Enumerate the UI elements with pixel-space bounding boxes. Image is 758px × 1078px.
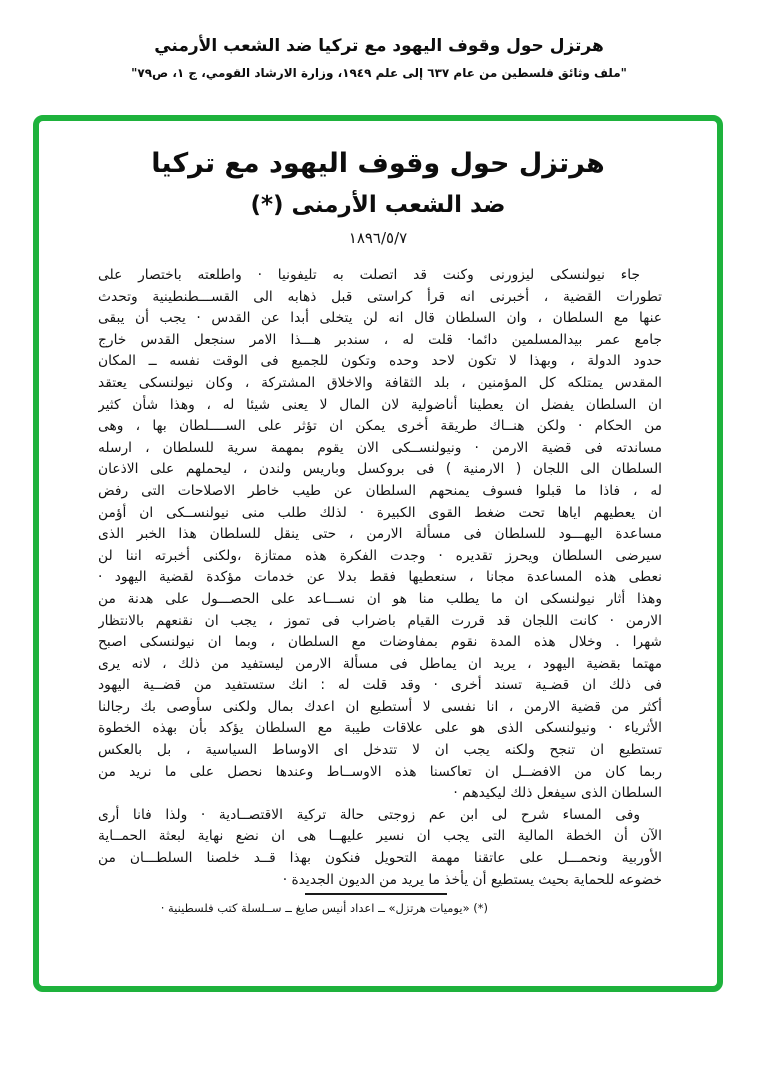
- doc-date: ١٨٩٦/٥/٧: [348, 229, 408, 247]
- body-line: جامع عمر بيدالمسلمين دائما· قلت له ، سندبر هـــذا الامر سنجعل القدس خارج: [98, 331, 662, 348]
- body-line: ان السلطان يفضل ان يعطينا أناضولية لان المال لا يعنى شيئا له ، وهذا شأن كثير: [98, 396, 662, 413]
- body-line: مهتما بقضية اليهود ، يريد ان يماطل فى مسألة الارمن ليستفيد من ذلك ، لانه يرى: [98, 655, 662, 672]
- body-line: له ، فاذا ما قبلوا فسوف يمنحهم السلطان عن طيب خاطر الاصلاحات التى رفض: [98, 482, 662, 499]
- body-line: وهذا أثار نيولنسكى ان ما يطلب منا هو ان نســـاعد على الحصـــول على هدنة من: [98, 590, 662, 607]
- body-line: شهرا . وخلال هذه المدة نقوم بمفاوضات مع السلطان ، وبما ان نيولنسكى اصبح: [98, 634, 662, 651]
- body-line: الارمن · كانت اللجان قد قررت القيام باضراب فى تموز ، يجب ان نقنعهم بالانتظار: [98, 612, 662, 629]
- doc-body-text: [98, 265, 662, 891]
- body-line: تطورات القضية ، أخبرنى انه قرأ كراستى قبل ذهابه الى القســـطنطينية وتحدث: [98, 288, 662, 305]
- body-line: أكثر من قضية الارمن ، انا نفسى لا أستطيع ان اعدك بمال ولكنى سأوصى بك رجالنا: [98, 698, 662, 715]
- body-line: حدود الدولة ، وبهذا لا تكون لاحد وحده وتكون للجميع فى الوقت نفسه ــ المكان: [98, 353, 662, 370]
- document-frame: [33, 115, 723, 992]
- body-line: عنها مع السلطان ، وان السلطان قال انه لن يتخلى أبدا عن القدس · يجب أن يبقى: [98, 310, 662, 327]
- body-line: من الحكام · ولكن هنــاك طريقة أخرى يمكن ان تؤثر على الســــلطان بها ، وهى: [98, 418, 662, 435]
- header-title: هرتزل حول وقوف اليهود مع تركيا ضد الشعب الأرمني: [154, 36, 604, 56]
- body-line: وفى المساء شرح لى ابن عم زوجتى حالة تركية الاقتصــادية · ولذا فانا أرى: [98, 806, 640, 823]
- footnote: (*) «يوميات هرتزل» ــ اعداد أنيس صايغ ــ ســلسلة كتب فلسطينية ·: [160, 901, 488, 915]
- body-line: الأثرياء · ونيولنسكى الذى هو على علاقات طيبة مع السلطان يؤكد بأن بهذه الخطوة: [98, 720, 662, 737]
- body-line: ان يعطيهم اياها تحت ضغط القوى الكبيرة · لذلك طلب منى نيولنســكى ان أؤمن: [98, 504, 662, 521]
- body-line: مساعدة اليهـــود للسلطان فى مسألة الارمن ، حتى ينقل للسلطان هذا الخبر الذى: [98, 526, 662, 543]
- body-line: الآن أن الخطة المالية التى يجب ان نسير عليهــا هى ان نضع نهاية لبعثة الحمــاية: [98, 828, 662, 845]
- body-line: سيرضى السلطان ويحرز تقديره · وجدت الفكرة هذه ممتازة ،ولكنى أخبرته اننا لن: [98, 547, 662, 564]
- doc-title-line2: ضد الشعب الأرمنى (*): [250, 192, 506, 218]
- header-source-citation: "ملف وثائق فلسطين من عام ٦٣٧ إلى علم ١٩٤٩، وزارة الارشاد القومي، ج ١، ص٧٩": [131, 66, 627, 80]
- doc-title-line1: هرتزل حول وقوف اليهود مع تركيا: [151, 148, 605, 179]
- body-line: فى ذلك ان قضـية تسند أخرى · وقد قلت له : انك ستستفيد من قضــية اليهود: [98, 677, 662, 694]
- body-line: السلطان الذى سيفعل ذلك ليكيدهم ·: [453, 785, 662, 802]
- body-line: الأوربية ونحمـــل على عاتقنا مهمة التحويل فنكون بهذا قــد خلصنا السلطـــان من: [98, 850, 662, 867]
- body-line: نعطى هذه المساعدة مجانا ، سنعطيها فقط بدلا عن خدمات مؤكدة لقضية اليهود ·: [98, 569, 662, 586]
- body-line: المقدس يمتلكه كل المؤمنين ، بلد الثقافة والاخلاق المشتركة ، وكان نيولنسكى يعتقد: [98, 374, 662, 391]
- body-line: تستطيع ان تنجح ولكنه يجب ان لا تتدخل اى الاوساط السياسية ، بل بالعكس: [98, 742, 662, 759]
- body-line: جاء نيولنسكى ليزورنى وكنت قد اتصلت به تليفونيا · واطلعته باختصار على: [98, 267, 640, 283]
- body-line: ربما كان من الافضــل ان تعاكسنا هذه الاوســاط وعندها نحصل على ما نريد من: [98, 763, 662, 780]
- body-line: خضوعه للحماية بحيث يستطيع أن يأخذ ما يريد من الديون الجديدة ·: [282, 871, 662, 888]
- footnote-separator-line: [305, 893, 447, 895]
- body-line: السلطان الى اللجان ( الارمنية ) فى بروكسل وباريس ولندن ، ليحملهم على الاذعان: [98, 461, 662, 478]
- body-line: مساندته فى قضية الارمن · ونيولنســكى الان يقوم بمهمة سرية للسلطان ، ارسله: [98, 439, 662, 456]
